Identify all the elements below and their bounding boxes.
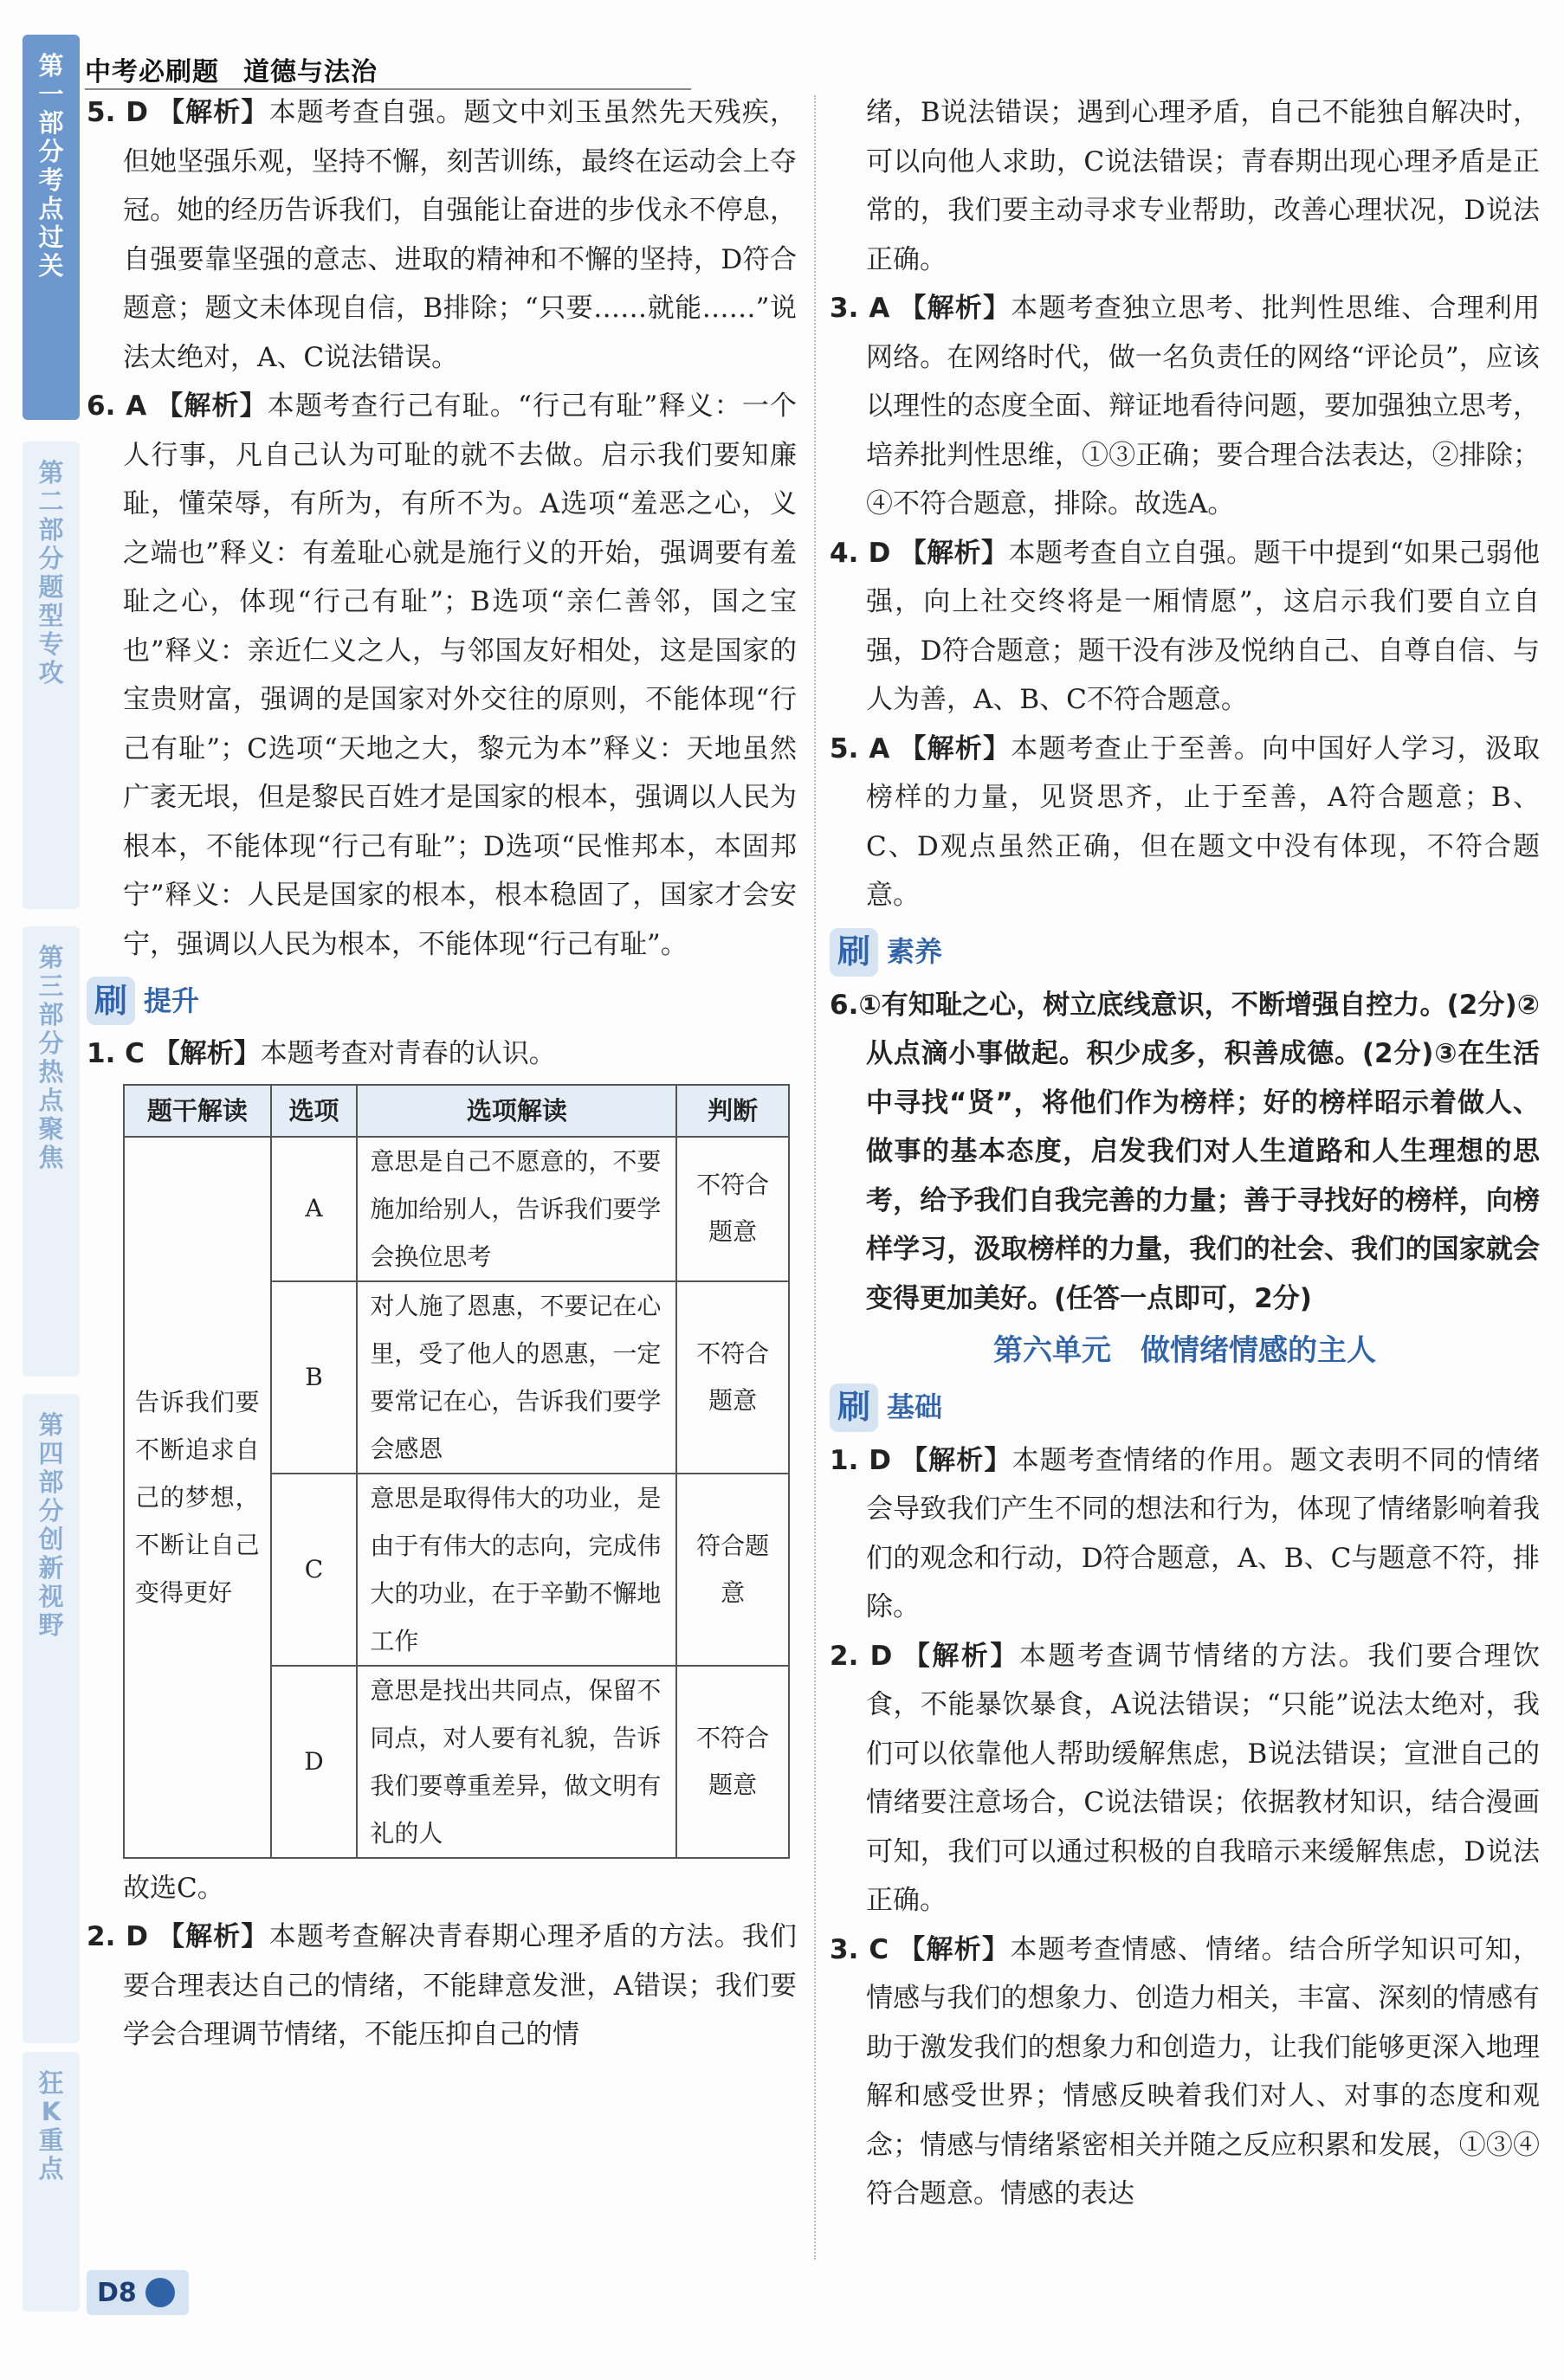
answer-number: 5. A (830, 732, 890, 764)
reading-cell: 对人施了恩惠，不要记在心里，受了他人的恩惠，一定要常记在心，告诉我们要学会感恩 (357, 1281, 676, 1474)
sidebar-tab-label: 第四部分 创新视野 (38, 1410, 64, 1640)
answer-text: ①有知耻之心，树立底线意识，不断增强自控力。(2分)②从点滴小事做起。积少成多，积善成德。(2分)③在生活中寻找“贤”，将他们作为榜样；好的榜样昭示着做人、做事的基本态度，启发我们对人生道路和人生理想的思考，给予我们自我完善的力量；善于寻找好的榜样，向榜样学习，汲取榜样的力量，我们的社会、我们的国家就会变得更加美好。(任答一点即可，2分) (858, 989, 1540, 1314)
option-cell: D (271, 1666, 358, 1858)
answer-number: 5. D (87, 97, 149, 128)
analysis-tag: 【解析】 (899, 732, 1011, 764)
analysis-tag: 【解析】 (899, 537, 1009, 569)
option-cell: C (271, 1474, 358, 1666)
answer-item (830, 981, 1540, 1324)
analysis-tag: 【解析】 (152, 1038, 261, 1069)
analysis-tag: 【解析】 (158, 97, 269, 128)
sidebar-tab-label: 第一部分 考点过关 (38, 51, 64, 281)
book-title: 中考必刷题 (85, 57, 219, 87)
stem-reading-cell: 告诉我们要不断追求自己的梦想，不断让自己变得更好 (124, 1137, 271, 1858)
section-label: 素养 (887, 935, 943, 969)
table-header-cell: 选项解读 (357, 1085, 676, 1137)
sidebar-tab-focus[interactable] (23, 2052, 80, 2312)
sidebar-tab-part1[interactable] (23, 35, 80, 420)
section-label: 基础 (887, 1390, 943, 1424)
answer-number: 4. D (830, 537, 891, 569)
table-header-row (124, 1085, 789, 1137)
reading-cell: 意思是找出共同点，保留不同点，对人要有礼貌，告诉我们要尊重差异，做文明有礼的人 (357, 1666, 676, 1858)
answer-item (87, 88, 797, 382)
judge-cell: 不符合题意 (676, 1281, 789, 1474)
answer-number: 6. A (87, 390, 147, 422)
left-column (87, 88, 797, 2060)
answer-text: 本题考查行己有耻。“行己有耻”释义：一个人行事，凡自己认为可耻的就不去做。启示我们要知廉耻，懂荣辱，有所为，有所不为。A选项“羞恶之心，义之端也”释义：有羞耻心就是施行义的开始，强调要有羞耻之心，体现“行己有耻”；B选项“亲仁善邻，国之宝也”释义：亲近仁义之人，与邻国友好相处，这是国家的宝贵财富，强调的是国家对外交往的原则，不能体现“行己有耻”；C选项“天地之大，黎元为本”释义：天地虽然广袤无垠，但是黎民百姓才是国家的根本，强调以人民为根本，不能体现“行己有耻”；D选项“民惟邦本，本固邦宁”释义：人民是国家的根本，根本稳固了，国家才会安宁，强调以人民为根本，不能体现“行己有耻”。 (123, 390, 797, 960)
reading-cell: 意思是取得伟大的功业，是由于有伟大的志向，完成伟大的功业，在于辛勤不懈地工作 (357, 1474, 676, 1666)
analysis-tag: 【解析】 (898, 1933, 1011, 1965)
page-marker-icon (145, 2278, 175, 2307)
right-column (830, 88, 1540, 2219)
answer-text: 本题考查独立思考、批判性思维、合理利用网络。在网络时代，做一名负责任的网络“评论员”，应该以理性的态度全面、辩证地看待问题，要加强独立思考，培养批判性思维，①③正确；要合理合法表达，②排除；④不符合题意，排除。故选A。 (866, 293, 1540, 519)
answer-item (830, 1925, 1540, 2219)
sidebar-tab-label: 第二部分 题型专攻 (38, 458, 64, 687)
section-heading-tisheng (87, 974, 797, 1028)
option-cell: A (271, 1137, 358, 1281)
answer-text: 本题考查情绪的作用。题文表明不同的情绪会导致我们产生不同的想法和行为，体现了情绪影响着我们的观念和行动，D符合题意，A、B、C与题意不符，排除。 (866, 1444, 1541, 1622)
answer-number: 1. C (87, 1038, 145, 1069)
answer-continuation: 绪，B说法错误；遇到心理矛盾，自己不能独自解决时，可以向他人求助，C说法错误；青春期出现心理矛盾是正常的，我们要主动寻求专业帮助，改善心理状况，D说法正确。 (866, 97, 1540, 275)
answer-number: 1. D (830, 1444, 892, 1476)
table-header-cell: 选项 (271, 1085, 358, 1137)
analysis-tag: 【解析】 (158, 1921, 269, 1952)
answer-item (830, 1436, 1540, 1632)
answer-text: 本题考查对青春的认识。 (260, 1038, 556, 1069)
analysis-tag: 【解析】 (901, 1444, 1012, 1476)
analysis-table (123, 1084, 790, 1859)
section-heading-suyang (830, 926, 1540, 979)
answer-number: 6. (830, 989, 859, 1021)
section-label: 提升 (144, 984, 200, 1017)
table-header-cell: 题干解读 (124, 1085, 271, 1137)
answer-number: 2. D (87, 1921, 149, 1952)
reading-cell: 意思是自己不愿意的，不要施加给别人，告诉我们要学会换位思考 (357, 1137, 676, 1281)
sidebar-tab-label: 狂K重点 (38, 2068, 64, 2183)
analysis-tag: 【解析】 (902, 1640, 1019, 1672)
answer-text: 本题考查自强。题文中刘玉虽然先天残疾，但她坚强乐观，坚持不懈，刻苦训练，最终在运动会上夺冠。她的经历告诉我们，自强能让奋进的步伐永不停息，自强要靠坚强的意志、进取的精神和不懈的坚持，D符合题意；题文未体现自信，B排除；“只要……就能……”说法太绝对，A、C说法错误。 (123, 97, 798, 373)
analysis-tag: 【解析】 (156, 390, 268, 422)
table-row (124, 1137, 789, 1281)
column-divider (814, 95, 816, 2260)
answer-text: 本题考查解决青春期心理矛盾的方法。我们要合理表达自己的情绪，不能肆意发泄，A错误；我们要学会合理调节情绪，不能压抑自己的情 (123, 1921, 798, 2050)
answer-item (830, 284, 1540, 529)
judge-cell: 不符合题意 (676, 1137, 789, 1281)
answer-item (87, 1912, 797, 2060)
table-header-cell: 判断 (676, 1085, 789, 1137)
sidebar-tab-part2[interactable] (23, 442, 80, 909)
answer-item (87, 1029, 797, 1079)
sidebar-tab-label: 第三部分 热点聚焦 (38, 943, 64, 1172)
answer-item (830, 725, 1540, 920)
analysis-tag: 【解析】 (899, 293, 1011, 324)
answer-item (87, 382, 797, 969)
sidebar-tab-part3[interactable] (23, 926, 80, 1377)
page-header (85, 50, 378, 88)
brush-badge-icon: 刷 (87, 977, 135, 1025)
page-number-text: D8 (97, 2277, 137, 2308)
section-heading-jichu (830, 1381, 1540, 1435)
answer-number: 3. C (830, 1933, 889, 1965)
judge-cell: 不符合题意 (676, 1666, 789, 1858)
brush-badge-icon: 刷 (830, 1383, 878, 1432)
answer-number: 3. A (830, 293, 890, 324)
sidebar-tab-part4[interactable] (23, 1394, 80, 2043)
answer-conclusion: 故选C。 (123, 1872, 224, 1904)
unit-title: 第六单元 做情绪情感的主人 (993, 1333, 1376, 1368)
answer-text: 本题考查调节情绪的方法。我们要合理饮食，不能暴饮暴食，A说法错误；“只能”说法太绝对，我们可以依靠他人帮助缓解焦虑，B说法错误；宣泄自己的情绪要注意场合，C说法错误；依据教材知识，结合漫画可知，我们可以通过积极的自我暗示来缓解焦虑，D说法正确。 (866, 1640, 1541, 1916)
option-cell: B (271, 1281, 358, 1474)
page-number (87, 2270, 189, 2315)
answer-text: 本题考查止于至善。向中国好人学习，汲取榜样的力量，见贤思齐，止于至善，A符合题意；B、C、D观点虽然正确，但在题文中没有体现，不符合题意。 (866, 732, 1540, 911)
answer-item (830, 1632, 1540, 1925)
subject-title: 道德与法治 (243, 57, 378, 87)
judge-cell: 符合题意 (676, 1474, 789, 1666)
brush-badge-icon: 刷 (830, 928, 878, 977)
answer-text: 本题考查自立自强。题干中提到“如果己弱他强，向上社交终将是一厢情愿”，这启示我们要自立自强，D符合题意；题干没有涉及悦纳自己、自尊自信、与人为善，A、B、C不符合题意。 (866, 537, 1540, 715)
answer-text: 本题考查情感、情绪。结合所学知识可知，情感与我们的想象力、创造力相关，丰富、深刻的情感有助于激发我们的想象力和创造力，让我们能够更深入地理解和感受世界；情感反映着我们对人、对事的态度和观念；情感与情绪紧密相关并随之反应积累和发展，①③④符合题意。情感的表达 (866, 1933, 1541, 2209)
answer-number: 2. D (830, 1640, 893, 1672)
section-sidebar (23, 35, 80, 2320)
answer-item (830, 529, 1540, 725)
